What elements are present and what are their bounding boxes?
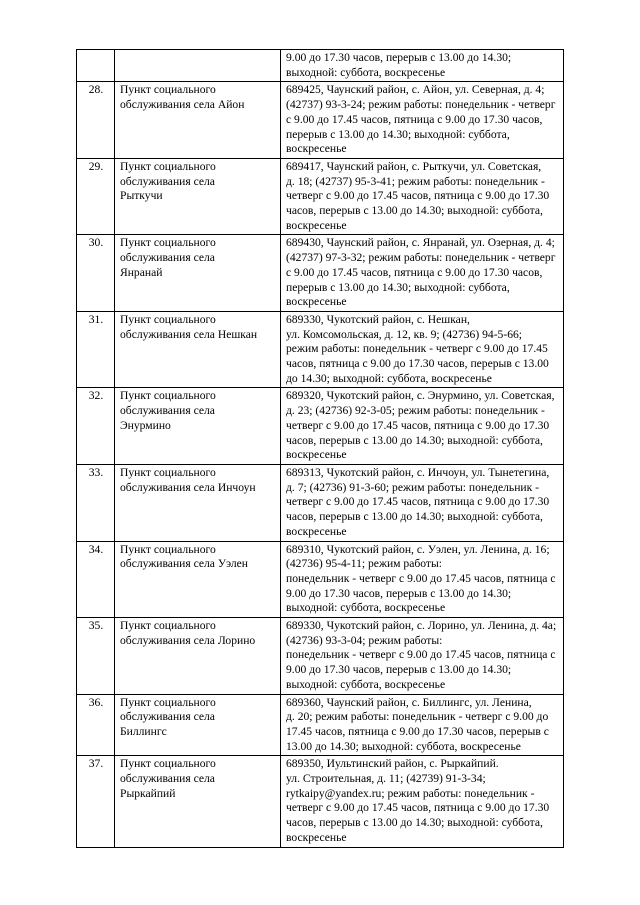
address-schedule-line: 689320, Чукотский район, с. Энурмино, ул. Советская,	[286, 389, 555, 403]
address-schedule-line: воскресенье	[286, 830, 347, 844]
address-schedule-line: воскресенье	[286, 142, 347, 156]
address-schedule-line: с 9.00 до 17.45 часов, пятница с 9.00 до 17.30 часов,	[286, 265, 543, 279]
address-contacts-schedule	[281, 694, 564, 756]
service-point-name-line: обслуживания села Инчоун	[120, 480, 256, 494]
address-contacts-schedule	[281, 158, 564, 235]
address-schedule-line: ул. Комсомольская, д. 12, кв. 9; (42736) 94-5-66;	[286, 327, 523, 341]
address-schedule-line: 689313, Чукотский район, с. Инчоун, ул. Тынетегина,	[286, 465, 550, 479]
table-row	[77, 158, 564, 235]
address-schedule-line: выходной: суббота, воскресенье	[286, 677, 446, 691]
address-schedule-line: 689417, Чаунский район, с. Рыткучи, ул. Советская,	[286, 159, 542, 173]
address-schedule-line: до 14.30; выходной: суббота, воскресенье	[286, 371, 492, 385]
address-schedule-line: воскресенье	[286, 218, 347, 232]
service-point-name-line: Пункт социального	[120, 389, 216, 403]
service-point-name-line: Энурмино	[120, 418, 171, 432]
address-contacts-schedule	[281, 50, 564, 82]
service-point-name-line: обслуживания села Лорино	[120, 633, 256, 647]
service-point-name	[115, 82, 281, 159]
table-row	[77, 82, 564, 159]
address-contacts-schedule	[281, 235, 564, 312]
table-row	[77, 618, 564, 695]
table-row	[77, 464, 564, 541]
address-schedule-line: с 9.00 до 17.45 часов, пятница с 9.00 до 17.30 часов,	[286, 112, 543, 126]
service-point-name	[115, 388, 281, 465]
row-number: 36.	[77, 694, 115, 756]
address-schedule-line: 689350, Иультинский район, с. Рыркайпий.	[286, 757, 499, 771]
service-point-name-line: Пункт социального	[120, 695, 216, 709]
address-schedule-line: (42736) 93-3-04; режим работы:	[286, 633, 443, 647]
service-point-name-line: обслуживания села	[120, 404, 215, 418]
address-schedule-line: часов, перерыв с 13.00 до 14.30; выходной: суббота,	[286, 204, 543, 218]
service-point-name-line: обслуживания села	[120, 174, 215, 188]
address-schedule-line: часов, перерыв с 13.00 до 14.30; выходной: суббота,	[286, 433, 543, 447]
address-schedule-line: часов, пятница с 9.00 до 17.30 часов, перерыв с 13.00	[286, 357, 549, 371]
service-point-name-line: обслуживания села	[120, 772, 215, 786]
address-schedule-line: перерыв с 13.00 до 14.30; выходной: суббота,	[286, 127, 510, 141]
address-schedule-line: перерыв с 13.00 до 14.30; выходной: суббота,	[286, 280, 510, 294]
address-contacts-schedule	[281, 82, 564, 159]
table-row	[77, 756, 564, 847]
row-number: 37.	[77, 756, 115, 847]
address-schedule-line: 13.00 до 14.30; выходной: суббота, воскресенье	[286, 739, 521, 753]
address-schedule-line: часов, перерыв с 13.00 до 14.30; выходной: суббота,	[286, 510, 543, 524]
address-schedule-line: 689330, Чукотский район, с. Нешкан,	[286, 312, 470, 326]
service-point-name	[115, 235, 281, 312]
service-point-name	[115, 464, 281, 541]
address-schedule-line: 689310, Чукотский район, с. Уэлен, ул. Ленина, д. 16;	[286, 542, 550, 556]
address-schedule-line: (42737) 93-3-24; режим работы: понедельник - четверг	[286, 98, 556, 112]
address-schedule-line: (42736) 95-4-11; режим работы:	[286, 557, 442, 571]
address-schedule-line: 689425, Чаунский район, с. Айон, ул. Северная, д. 4;	[286, 83, 545, 97]
address-schedule-line: 689430, Чаунский район, с. Янранай, ул. Озерная, д. 4;	[286, 236, 555, 250]
service-point-name	[115, 541, 281, 618]
table-row	[77, 388, 564, 465]
address-schedule-line: четверг с 9.00 до 17.45 часов, пятница с 9.00 до 17.30	[286, 418, 550, 432]
service-point-name-line: обслуживания села Уэлен	[120, 557, 248, 571]
address-schedule-line: 689330, Чукотский район, с. Лорино, ул. Ленина, д. 4а;	[286, 619, 557, 633]
service-point-name	[115, 618, 281, 695]
service-point-name-line: Пункт социального	[120, 159, 216, 173]
service-point-name-line: обслуживания села	[120, 251, 215, 265]
service-point-name-line: Пункт социального	[120, 465, 216, 479]
service-point-name	[115, 158, 281, 235]
row-number: 34.	[77, 541, 115, 618]
row-number	[77, 50, 115, 82]
address-schedule-line: 9.00 до 17.30 часов, перерыв с 13.00 до 14.30;	[286, 663, 512, 677]
table-row	[77, 235, 564, 312]
service-point-name-line: Биллингс	[120, 724, 167, 738]
address-schedule-line: выходной: суббота, воскресенье	[286, 65, 446, 79]
service-point-name-line: Янранай	[120, 265, 163, 279]
address-contacts-schedule	[281, 541, 564, 618]
service-point-name-line: Пункт социального	[120, 619, 216, 633]
service-point-name-line: Рыткучи	[120, 189, 163, 203]
address-contacts-schedule	[281, 618, 564, 695]
address-schedule-line: понедельник - четверг с 9.00 до 17.45 часов, пятница с	[286, 571, 556, 585]
address-schedule-line: понедельник - четверг с 9.00 до 17.45 часов, пятница с	[286, 648, 556, 662]
service-point-name-line: обслуживания села	[120, 710, 215, 724]
address-schedule-line: воскресенье	[286, 524, 347, 538]
address-contacts-schedule	[281, 756, 564, 847]
service-point-name-line: Пункт социального	[120, 757, 216, 771]
address-schedule-line: 17.45 часов, пятница с 9.00 до 17.30 часов, перерыв с	[286, 724, 549, 738]
address-schedule-line: д. 7; (42736) 91-3-60; режим работы: понедельник -	[286, 480, 540, 494]
address-schedule-line: 9.00 до 17.30 часов, перерыв с 13.00 до 14.30;	[286, 51, 512, 64]
address-schedule-line: воскресенье	[286, 295, 347, 309]
address-schedule-line: ул. Строительная, д. 11; (42739) 91-3-34;	[286, 772, 486, 786]
address-schedule-line: д. 18; (42737) 95-3-41; режим работы: понедельник -	[286, 174, 545, 188]
service-point-name-line: Пункт социального	[120, 312, 216, 326]
service-point-name-line: обслуживания села Айон	[120, 98, 245, 112]
table-body	[77, 50, 564, 848]
table-row	[77, 541, 564, 618]
address-schedule-line: 9.00 до 17.30 часов, перерыв с 13.00 до 14.30;	[286, 586, 512, 600]
service-point-name	[115, 694, 281, 756]
table-row	[77, 311, 564, 388]
address-schedule-line: выходной: суббота, воскресенье	[286, 601, 446, 615]
table-row	[77, 50, 564, 82]
service-point-name	[115, 50, 281, 82]
row-number: 29.	[77, 158, 115, 235]
social-service-points-table	[76, 49, 564, 848]
address-schedule-line: д. 23; (42736) 92-3-05; режим работы: понедельник -	[286, 404, 545, 418]
service-point-name	[115, 756, 281, 847]
address-schedule-line: режим работы: понедельник - четверг с 9.00 до 17.45	[286, 342, 548, 356]
address-schedule-line: rytkaipy@yandex.ru; режим работы: понедельник -	[286, 786, 535, 800]
address-schedule-line: четверг с 9.00 до 17.45 часов, пятница с 9.00 до 17.30	[286, 189, 550, 203]
service-point-name-line: обслуживания села Нешкан	[120, 327, 258, 341]
address-schedule-line: четверг с 9.00 до 17.45 часов, пятница с 9.00 до 17.30	[286, 495, 550, 509]
service-point-name-line: Рыркайпий	[120, 786, 176, 800]
service-point-name-line: Пункт социального	[120, 236, 216, 250]
address-schedule-line: 689360, Чаунский район, с. Биллингс, ул. Ленина,	[286, 695, 532, 709]
address-contacts-schedule	[281, 388, 564, 465]
address-schedule-line: д. 20; режим работы: понедельник - четверг с 9.00 до	[286, 710, 549, 724]
row-number: 33.	[77, 464, 115, 541]
address-contacts-schedule	[281, 311, 564, 388]
row-number: 30.	[77, 235, 115, 312]
address-schedule-line: (42737) 97-3-32; режим работы: понедельник - четверг	[286, 251, 556, 265]
service-point-name-line: Пункт социального	[120, 83, 216, 97]
address-contacts-schedule	[281, 464, 564, 541]
address-schedule-line: воскресенье	[286, 448, 347, 462]
row-number: 32.	[77, 388, 115, 465]
row-number: 35.	[77, 618, 115, 695]
table-row	[77, 694, 564, 756]
service-point-name-line: Пункт социального	[120, 542, 216, 556]
row-number: 28.	[77, 82, 115, 159]
address-schedule-line: часов, перерыв с 13.00 до 14.30; выходной: суббота,	[286, 816, 543, 830]
address-schedule-line: четверг с 9.00 до 17.45 часов, пятница с 9.00 до 17.30	[286, 801, 550, 815]
row-number: 31.	[77, 311, 115, 388]
service-point-name	[115, 311, 281, 388]
